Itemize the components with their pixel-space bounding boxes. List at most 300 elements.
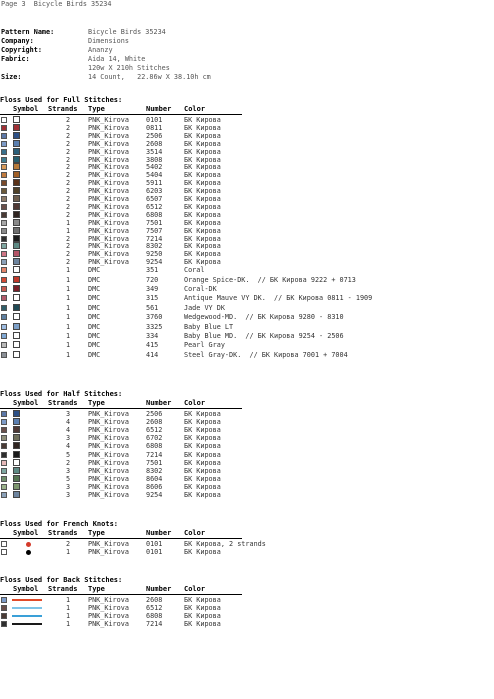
floss-type: PNK_Kirova: [88, 179, 129, 188]
floss-color-name: БК Кирова: [184, 226, 221, 235]
color-swatch: [1, 133, 7, 139]
floss-color-name: БК Кирова: [184, 258, 221, 267]
table-row: [0, 491, 480, 499]
table-row: [0, 323, 480, 331]
color-swatch: [1, 236, 7, 242]
symbol-icon: [13, 459, 20, 466]
table-row: [0, 140, 480, 148]
floss-type: PNK_Kirova: [88, 242, 129, 251]
floss-color-name: БК Кирова: [184, 195, 221, 203]
table-row: [0, 242, 480, 250]
floss-number: 6808: [146, 442, 163, 451]
column-header-number: Number: [146, 105, 172, 113]
table-row: [0, 235, 480, 243]
floss-color-name: БК Кирова: [184, 123, 221, 132]
floss-color-name: БК Кирова: [184, 418, 221, 427]
symbol-icon: [13, 313, 20, 320]
color-swatch: [1, 141, 7, 147]
floss-number: 351: [146, 266, 159, 275]
strands-value: 3: [66, 434, 71, 443]
color-swatch: [1, 605, 7, 611]
color-swatch: [1, 621, 7, 627]
color-swatch: [1, 212, 7, 218]
column-header-symbol: Symbol: [13, 529, 39, 537]
strands-value: 2: [66, 258, 71, 267]
table-row: [0, 179, 480, 187]
floss-type: PNK_Kirova: [88, 258, 129, 267]
column-header-symbol: Symbol: [13, 399, 39, 407]
color-swatch: [1, 125, 7, 131]
floss-number: 2608: [146, 139, 163, 148]
floss-color-name: БК Кирова: [184, 116, 221, 124]
color-swatch: [1, 164, 7, 170]
table-row: [0, 187, 480, 195]
floss-color-name: БК Кирова: [184, 187, 221, 196]
floss-color-name: Steel Gray-DK. // БК Кирова 7001 + 7004: [184, 350, 348, 359]
back-stitch-line-icon: [12, 615, 42, 617]
floss-type: PNK_Kirova: [88, 163, 129, 172]
floss-number: 9254: [146, 258, 163, 267]
symbol-icon: [13, 156, 20, 163]
color-swatch: [1, 427, 7, 433]
floss-type: PNK_Kirova: [88, 218, 129, 227]
floss-number: 6203: [146, 187, 163, 196]
strands-value: 3: [66, 410, 71, 418]
strands-value: 2: [66, 202, 71, 211]
strands-value: 1: [66, 331, 71, 340]
floss-type: PNK_Kirova: [88, 418, 129, 427]
table-row: [0, 426, 480, 434]
strands-value: 1: [66, 284, 71, 293]
symbol-icon: [13, 475, 20, 482]
floss-number: 7214: [146, 234, 163, 243]
color-swatch: [1, 180, 7, 186]
floss-type: PNK_Kirova: [88, 116, 129, 124]
strands-value: 2: [66, 242, 71, 251]
info-label: Fabric:: [1, 55, 30, 63]
floss-color-name: БК Кирова: [184, 171, 221, 180]
table-row: [0, 604, 480, 612]
strands-value: 2: [66, 163, 71, 172]
strands-value: 1: [66, 341, 71, 350]
column-header-strands: Strands: [48, 585, 78, 593]
floss-number: 3325: [146, 322, 163, 331]
strands-value: 4: [66, 442, 71, 451]
floss-number: 6512: [146, 426, 163, 435]
strands-value: 1: [66, 322, 71, 331]
table-row: [0, 124, 480, 132]
floss-type: DMC: [88, 303, 101, 312]
table-row: [0, 219, 480, 227]
strands-value: 1: [66, 596, 71, 604]
floss-number: 0101: [146, 116, 163, 124]
color-swatch: [1, 243, 7, 249]
floss-color-name: Pearl Gray: [184, 341, 225, 350]
floss-number: 3808: [146, 155, 163, 164]
color-swatch: [1, 419, 7, 425]
floss-number: 0811: [146, 123, 163, 132]
strands-value: 1: [66, 350, 71, 359]
floss-number: 7501: [146, 218, 163, 227]
header-rule: [0, 408, 242, 409]
floss-type: DMC: [88, 341, 101, 350]
floss-type: DMC: [88, 322, 101, 331]
color-swatch: [1, 259, 7, 265]
color-swatch: [1, 314, 7, 320]
back-stitch-line-icon: [12, 607, 42, 609]
column-header-color: Color: [184, 585, 206, 593]
color-swatch: [1, 460, 7, 466]
floss-type: PNK_Kirova: [88, 123, 129, 132]
floss-number: 2608: [146, 596, 163, 604]
floss-number: 6808: [146, 210, 163, 219]
floss-color-name: БК Кирова: [184, 179, 221, 188]
floss-type: PNK_Kirova: [88, 434, 129, 443]
symbol-icon: [13, 351, 20, 358]
floss-number: 8604: [146, 474, 163, 483]
floss-type: PNK_Kirova: [88, 250, 129, 259]
floss-number: 720: [146, 275, 159, 284]
floss-number: 8302: [146, 466, 163, 475]
symbol-icon: [13, 451, 20, 458]
symbol-icon: [13, 426, 20, 433]
floss-type: PNK_Kirova: [88, 202, 129, 211]
color-swatch: [1, 196, 7, 202]
table-row: [0, 459, 480, 467]
floss-color-name: Jade VY DK: [184, 303, 225, 312]
floss-number: 5404: [146, 171, 163, 180]
color-swatch: [1, 333, 7, 339]
floss-color-name: БК Кирова: [184, 242, 221, 251]
table-row: [0, 116, 480, 124]
floss-color-name: Antique Mauve VY DK. // БК Кирова 0811 - 1909: [184, 294, 373, 303]
strands-value: 2: [66, 147, 71, 156]
floss-number: 6512: [146, 202, 163, 211]
symbol-icon: [13, 219, 20, 226]
symbol-icon: [13, 258, 20, 265]
floss-type: PNK_Kirova: [88, 195, 129, 203]
floss-color-name: Baby Blue MD. // БК Кирова 9254 - 2506: [184, 331, 344, 340]
floss-color-name: БК Кирова: [184, 250, 221, 259]
symbol-icon: [13, 467, 20, 474]
table-row: [0, 540, 480, 548]
symbol-icon: [13, 140, 20, 147]
symbol-icon: [13, 195, 20, 202]
floss-number: 0101: [146, 540, 163, 548]
column-header-color: Color: [184, 399, 206, 407]
floss-type: PNK_Kirova: [88, 540, 129, 548]
header-rule: [0, 114, 242, 115]
floss-type: PNK_Kirova: [88, 155, 129, 164]
symbol-icon: [13, 171, 20, 178]
symbol-icon: [13, 211, 20, 218]
strands-value: 2: [66, 187, 71, 196]
column-header-number: Number: [146, 529, 172, 537]
symbol-icon: [13, 132, 20, 139]
strands-value: 2: [66, 458, 71, 467]
floss-type: PNK_Kirova: [88, 604, 129, 612]
symbol-icon: [13, 410, 20, 417]
symbol-icon: [13, 235, 20, 242]
floss-color-name: БК Кирова: [184, 450, 221, 459]
strands-value: 1: [66, 266, 71, 275]
color-swatch: [1, 305, 7, 311]
strands-value: 2: [66, 116, 71, 124]
section-title: Floss Used for Back Stitches:: [0, 576, 123, 584]
floss-type: PNK_Kirova: [88, 612, 129, 620]
french-knot-icon: [26, 542, 31, 547]
table-row: [0, 620, 480, 628]
symbol-icon: [13, 341, 20, 348]
table-row: [0, 332, 480, 340]
table-row: [0, 294, 480, 302]
floss-color-name: БК Кирова: [184, 596, 221, 604]
strands-value: 2: [66, 123, 71, 132]
table-row: [0, 418, 480, 426]
color-swatch: [1, 549, 7, 555]
floss-type: PNK_Kirova: [88, 171, 129, 180]
color-swatch: [1, 286, 7, 292]
floss-color-name: Coral: [184, 266, 205, 275]
strands-value: 1: [66, 548, 71, 556]
floss-type: PNK_Kirova: [88, 482, 129, 491]
table-row: [0, 148, 480, 156]
info-value: Bicycle Birds 35234: [88, 28, 166, 36]
section-title: Floss Used for Full Stitches:: [0, 96, 123, 104]
floss-number: 2608: [146, 418, 163, 427]
table-row: [0, 475, 480, 483]
back-stitch-line-icon: [12, 599, 42, 601]
color-swatch: [1, 188, 7, 194]
symbol-icon: [13, 187, 20, 194]
strands-value: 1: [66, 612, 71, 620]
table-row: [0, 410, 480, 418]
floss-color-name: БК Кирова: [184, 218, 221, 227]
page-header: Page 3 Bicycle Birds 35234: [1, 0, 112, 8]
floss-type: DMC: [88, 331, 101, 340]
floss-number: 6512: [146, 604, 163, 612]
info-label: Company:: [1, 37, 34, 45]
header-rule: [0, 538, 242, 539]
symbol-icon: [13, 418, 20, 425]
info-value: Dimensions: [88, 37, 129, 45]
strands-value: 5: [66, 474, 71, 483]
symbol-icon: [13, 242, 20, 249]
symbol-icon: [13, 227, 20, 234]
table-row: [0, 285, 480, 293]
symbol-icon: [13, 294, 20, 301]
floss-type: DMC: [88, 284, 101, 293]
table-row: [0, 203, 480, 211]
column-header-color: Color: [184, 105, 206, 113]
floss-color-name: БК Кирова: [184, 202, 221, 211]
floss-number: 315: [146, 294, 159, 303]
column-header-type: Type: [88, 529, 105, 537]
column-header-number: Number: [146, 399, 172, 407]
table-row: [0, 341, 480, 349]
floss-number: 349: [146, 284, 159, 293]
table-row: [0, 313, 480, 321]
floss-number: 6702: [146, 434, 163, 443]
color-swatch: [1, 613, 7, 619]
floss-color-name: Orange Spice-DK. // БК Кирова 9222 + 0713: [184, 275, 356, 284]
floss-number: 561: [146, 303, 159, 312]
floss-color-name: Wedgewood-MD. // БК Кирова 9280 - 8310: [184, 313, 344, 322]
strands-value: 1: [66, 620, 71, 628]
symbol-icon: [13, 266, 20, 273]
symbol-icon: [13, 323, 20, 330]
floss-number: 2506: [146, 131, 163, 140]
floss-color-name: Coral-DK: [184, 284, 217, 293]
table-row: [0, 483, 480, 491]
column-header-type: Type: [88, 399, 105, 407]
table-row: [0, 163, 480, 171]
color-swatch: [1, 172, 7, 178]
floss-color-name: Baby Blue LT: [184, 322, 234, 331]
strands-value: 1: [66, 218, 71, 227]
floss-type: PNK_Kirova: [88, 131, 129, 140]
strands-value: 3: [66, 491, 71, 499]
floss-number: 6507: [146, 195, 163, 203]
symbol-icon: [13, 250, 20, 257]
strands-value: 2: [66, 131, 71, 140]
symbol-icon: [13, 491, 20, 498]
table-row: [0, 250, 480, 258]
symbol-icon: [13, 148, 20, 155]
floss-type: DMC: [88, 350, 101, 359]
info-label: Size:: [1, 73, 22, 81]
column-header-symbol: Symbol: [13, 585, 39, 593]
strands-value: 1: [66, 604, 71, 612]
floss-number: 8302: [146, 242, 163, 251]
floss-type: PNK_Kirova: [88, 234, 129, 243]
symbol-icon: [13, 434, 20, 441]
color-swatch: [1, 251, 7, 257]
strands-value: 2: [66, 234, 71, 243]
floss-number: 9254: [146, 491, 163, 499]
floss-type: PNK_Kirova: [88, 139, 129, 148]
floss-color-name: БК Кирова: [184, 155, 221, 164]
floss-type: PNK_Kirova: [88, 620, 129, 628]
symbol-icon: [13, 203, 20, 210]
floss-color-name: БК Кирова: [184, 210, 221, 219]
table-row: [0, 258, 480, 266]
floss-color-name: БК Кирова: [184, 163, 221, 172]
header-rule: [0, 594, 242, 595]
symbol-icon: [13, 124, 20, 131]
table-row: [0, 132, 480, 140]
info-label: Pattern Name:: [1, 28, 55, 36]
floss-type: PNK_Kirova: [88, 410, 129, 418]
symbol-icon: [13, 442, 20, 449]
column-header-strands: Strands: [48, 105, 78, 113]
strands-value: 1: [66, 313, 71, 322]
color-swatch: [1, 443, 7, 449]
symbol-icon: [13, 276, 20, 283]
french-knot-icon: [26, 550, 31, 555]
table-row: [0, 612, 480, 620]
strands-value: 1: [66, 294, 71, 303]
strands-value: 3: [66, 482, 71, 491]
floss-color-name: БК Кирова: [184, 612, 221, 620]
table-row: [0, 227, 480, 235]
floss-type: DMC: [88, 266, 101, 275]
color-swatch: [1, 149, 7, 155]
floss-type: PNK_Kirova: [88, 474, 129, 483]
floss-number: 0101: [146, 548, 163, 556]
floss-color-name: БК Кирова: [184, 442, 221, 451]
floss-type: DMC: [88, 275, 101, 284]
floss-type: PNK_Kirova: [88, 491, 129, 499]
floss-type: DMC: [88, 313, 101, 322]
floss-number: 8606: [146, 482, 163, 491]
floss-number: 5911: [146, 179, 163, 188]
table-row: [0, 195, 480, 203]
strands-value: 1: [66, 226, 71, 235]
floss-type: PNK_Kirova: [88, 187, 129, 196]
floss-number: 3760: [146, 313, 163, 322]
floss-color-name: БК Кирова: [184, 131, 221, 140]
strands-value: 3: [66, 466, 71, 475]
table-row: [0, 548, 480, 556]
strands-value: 2: [66, 155, 71, 164]
floss-number: 5402: [146, 163, 163, 172]
table-row: [0, 351, 480, 359]
floss-number: 7214: [146, 450, 163, 459]
strands-value: 2: [66, 210, 71, 219]
floss-number: 6808: [146, 612, 163, 620]
color-swatch: [1, 541, 7, 547]
floss-number: 334: [146, 331, 159, 340]
floss-color-name: БК Кирова: [184, 604, 221, 612]
floss-color-name: БК Кирова: [184, 434, 221, 443]
column-header-type: Type: [88, 105, 105, 113]
floss-number: 2506: [146, 410, 163, 418]
floss-type: DMC: [88, 294, 101, 303]
symbol-icon: [13, 163, 20, 170]
color-swatch: [1, 352, 7, 358]
symbol-icon: [13, 179, 20, 186]
floss-number: 7501: [146, 458, 163, 467]
floss-type: PNK_Kirova: [88, 466, 129, 475]
color-swatch: [1, 204, 7, 210]
color-swatch: [1, 597, 7, 603]
color-swatch: [1, 228, 7, 234]
floss-type: PNK_Kirova: [88, 426, 129, 435]
color-swatch: [1, 342, 7, 348]
info-value: 14 Count, 22.86w X 38.10h cm: [88, 73, 211, 81]
table-row: [0, 304, 480, 312]
color-swatch: [1, 220, 7, 226]
info-value: Aida 14, White: [88, 55, 146, 63]
table-row: [0, 276, 480, 284]
floss-type: PNK_Kirova: [88, 442, 129, 451]
floss-color-name: БК Кирова: [184, 548, 221, 556]
floss-type: PNK_Kirova: [88, 226, 129, 235]
floss-color-name: БК Кирова: [184, 474, 221, 483]
color-swatch: [1, 435, 7, 441]
color-swatch: [1, 411, 7, 417]
floss-number: 3514: [146, 147, 163, 156]
table-row: [0, 171, 480, 179]
floss-color-name: БК Кирова: [184, 466, 221, 475]
strands-value: 4: [66, 426, 71, 435]
color-swatch: [1, 452, 7, 458]
table-row: [0, 266, 480, 274]
color-swatch: [1, 484, 7, 490]
column-header-symbol: Symbol: [13, 105, 39, 113]
column-header-type: Type: [88, 585, 105, 593]
